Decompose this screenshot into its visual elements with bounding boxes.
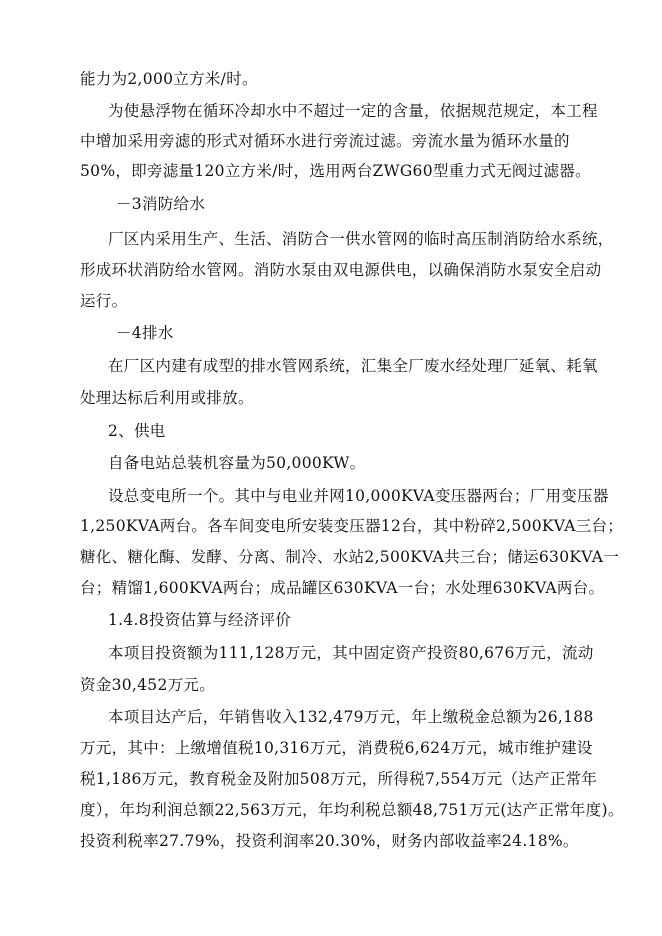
paragraph-line: 本项目达产后，年销售收入132,479万元，年上缴税金总额为26,188 xyxy=(108,708,594,726)
paragraph-line: 1,250KVA两台。各车间变电所安装变压器12台，其中粉碎2,500KVA三台； xyxy=(80,517,624,535)
paragraph-line: 自备电站总装机容量为50,000KW。 xyxy=(108,454,366,472)
paragraph-line: 糖化、糖化酶、发酵、分离、制冷、水站2,500KVA共三台；储运630KVA一 xyxy=(80,548,619,566)
section-heading: 2、供电 xyxy=(108,422,166,440)
paragraph-line: 万元，其中：上缴增值税10,316万元，消费税6,624万元，城市维护建设 xyxy=(80,739,593,757)
paragraph-line: 处理达标后利用或排放。 xyxy=(80,389,254,407)
paragraph-line: 设总变电所一个。其中与电业并网10,000KVA变压器两台；厂用变压器 xyxy=(108,487,609,505)
paragraph-line: 为使悬浮物在循环冷却水中不超过一定的含量，依据规范规定，本工程 xyxy=(108,102,598,120)
section-heading: －4排水 xyxy=(116,324,174,342)
paragraph-line: 能力为2,000立方米/时。 xyxy=(80,70,258,88)
paragraph-line: 厂区内采用生产、生活、消防合一供水管网的临时高压制消防给水系统， xyxy=(108,230,614,248)
paragraph-line: 度），年均利润总额22,563万元，年均利税总额48,751万元(达产正常年度)。 xyxy=(80,801,624,819)
paragraph-line: 本项目投资额为111,128万元，其中固定资产投资80,676万元，流动 xyxy=(108,644,594,662)
section-heading: 1.4.8投资估算与经济评价 xyxy=(108,611,292,629)
paragraph-line: 台；精馏1,600KVA两台；成品罐区630KVA一台；水处理630KVA两台。 xyxy=(80,579,605,597)
paragraph-line: 在厂区内建有成型的排水管网系统，汇集全厂废水经处理厂延氧、耗氧 xyxy=(108,357,598,375)
paragraph-line: 50%，即旁滤量120立方米/时，选用两台ZWG60型重力式无阀过滤器。 xyxy=(80,162,591,180)
section-heading: －3消防给水 xyxy=(116,195,206,213)
paragraph-line: 资金30,452万元。 xyxy=(80,676,216,694)
paragraph-line: 投资利税率27.79%，投资利润率20.30%，财务内部收益率24.18%。 xyxy=(80,832,579,850)
paragraph-line: 中增加采用旁滤的形式对循环水进行旁流过滤。旁流水量为循环水量的 xyxy=(80,132,570,150)
paragraph-line: 运行。 xyxy=(80,292,128,310)
paragraph-line: 形成环状消防给水管网。消防水泵由双电源供电，以确保消防水泵安全启动 xyxy=(80,261,602,279)
paragraph-line: 税1,186万元，教育税金及附加508万元，所得税7,554万元（达产正常年 xyxy=(80,770,598,788)
